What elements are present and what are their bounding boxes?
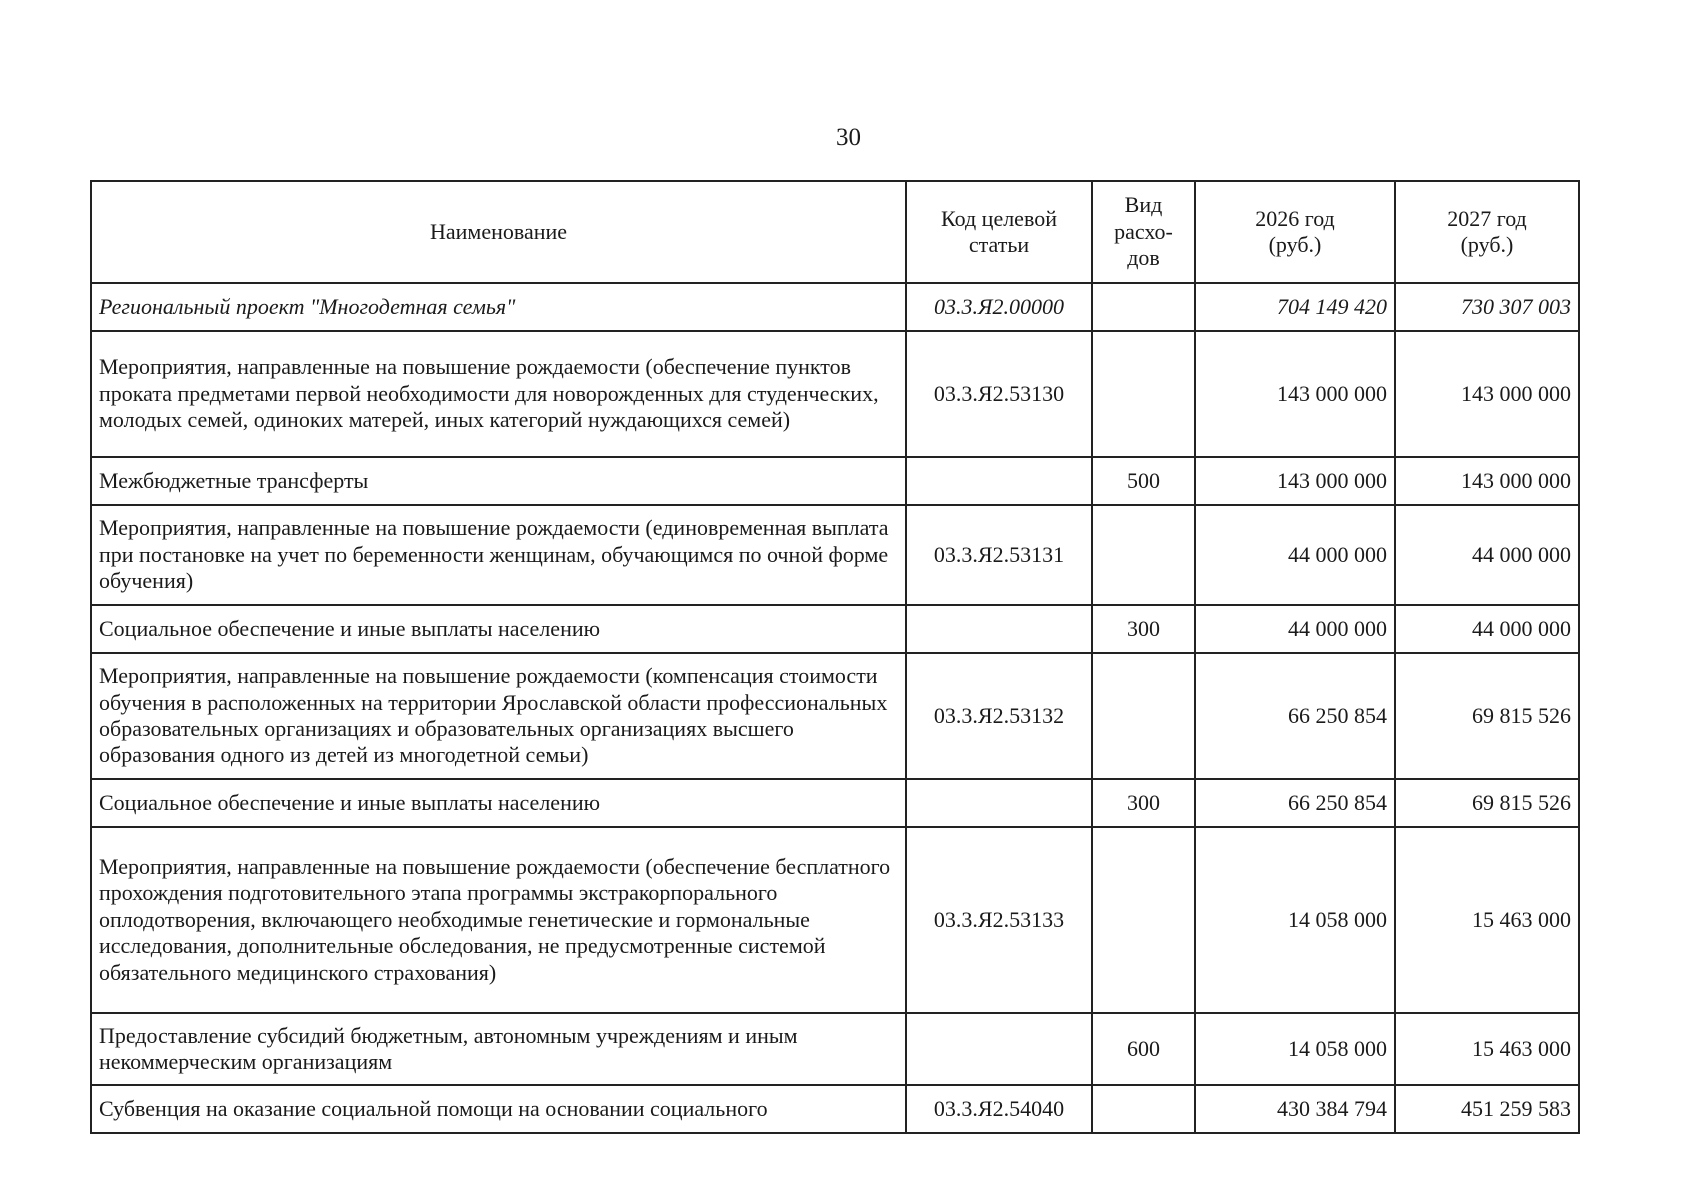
- header-code-line: статьи: [968, 232, 1030, 257]
- header-code-line: Код целевой: [941, 205, 1057, 231]
- cell-code: 03.3.Я2.53133: [906, 827, 1092, 1013]
- cell-name: Предоставление субсидий бюджетным, автономным учреждениям и иным некоммерческим организациям: [91, 1013, 906, 1085]
- cell-2026: 14 058 000: [1195, 1013, 1395, 1085]
- budget-table: [90, 180, 1580, 1134]
- cell-code: 03.3.Я2.00000: [906, 283, 1092, 331]
- cell-code: 03.3.Я2.53130: [906, 331, 1092, 457]
- cell-2026: 704 149 420: [1195, 283, 1395, 331]
- cell-2026: 14 058 000: [1195, 827, 1395, 1013]
- cell-kind: 600: [1092, 1013, 1195, 1085]
- page-number: [0, 124, 1697, 152]
- cell-kind: [1092, 1085, 1195, 1133]
- table-row: [91, 283, 1579, 331]
- table-row: [91, 457, 1579, 505]
- cell-2026: 44 000 000: [1195, 605, 1395, 653]
- cell-code: 03.3.Я2.53132: [906, 653, 1092, 779]
- cell-name: Мероприятия, направленные на повышение рождаемости (компенсация стоимости обучения в расположенных на территории Ярославской области профессиональных образовательных организациях и образовательных организациях высшего образования одного из детей из многодетной семьи): [91, 653, 906, 779]
- cell-code: 03.3.Я2.53131: [906, 505, 1092, 605]
- cell-2027: 143 000 000: [1395, 331, 1579, 457]
- cell-kind: 300: [1092, 779, 1195, 827]
- cell-name: Мероприятия, направленные на повышение рождаемости (обеспечение пунктов проката предметами первой необходимости для новорожденных для студенческих, молодых семей, одиноких матерей, иных категорий нуждающихся семей): [91, 331, 906, 457]
- header-kind-line: Вид: [1124, 192, 1163, 218]
- header-2027-line: (руб.): [1460, 232, 1514, 257]
- cell-name: Социальное обеспечение и иные выплаты населению: [91, 605, 906, 653]
- table-header-row: [91, 181, 1579, 283]
- header-kind-line: дов: [1127, 245, 1160, 271]
- cell-name: Мероприятия, направленные на повышение рождаемости (единовременная выплата при постановке на учет по беременности женщинам, обучающимся по очной форме обучения): [91, 505, 906, 605]
- cell-2026: 66 250 854: [1195, 779, 1395, 827]
- table-row: [91, 605, 1579, 653]
- header-2027: [1395, 181, 1579, 283]
- page-number-text: 30: [836, 124, 861, 151]
- cell-name: Региональный проект "Многодетная семья": [91, 283, 906, 331]
- table-row: [91, 779, 1579, 827]
- header-code: [906, 181, 1092, 283]
- cell-code: [906, 779, 1092, 827]
- cell-2027: 44 000 000: [1395, 505, 1579, 605]
- cell-2027: 69 815 526: [1395, 653, 1579, 779]
- cell-name: Межбюджетные трансферты: [91, 457, 906, 505]
- header-2027-line: 2027 год: [1447, 205, 1527, 231]
- cell-kind: 300: [1092, 605, 1195, 653]
- cell-2027: 15 463 000: [1395, 1013, 1579, 1085]
- cell-kind: [1092, 827, 1195, 1013]
- header-2026: [1195, 181, 1395, 283]
- cell-2026: 44 000 000: [1195, 505, 1395, 605]
- cell-code: [906, 605, 1092, 653]
- cell-name: Социальное обеспечение и иные выплаты населению: [91, 779, 906, 827]
- table-row: [91, 1085, 1579, 1133]
- cell-code: 03.3.Я2.54040: [906, 1085, 1092, 1133]
- cell-2027: 730 307 003: [1395, 283, 1579, 331]
- table-row: [91, 505, 1579, 605]
- table-row: [91, 827, 1579, 1013]
- cell-2026: 66 250 854: [1195, 653, 1395, 779]
- table-row: [91, 1013, 1579, 1085]
- cell-2026: 430 384 794: [1195, 1085, 1395, 1133]
- cell-2027: 143 000 000: [1395, 457, 1579, 505]
- cell-code: [906, 457, 1092, 505]
- cell-kind: [1092, 331, 1195, 457]
- header-kind-line: расхо-: [1114, 218, 1173, 244]
- cell-2027: 44 000 000: [1395, 605, 1579, 653]
- cell-2027: 451 259 583: [1395, 1085, 1579, 1133]
- cell-name: Мероприятия, направленные на повышение рождаемости (обеспечение бесплатного прохождения подготовительного этапа программы экстракорпорального оплодотворения, включающего необходимые генетические и гормональные исследования, дополнительные обследования, не предусмотренные системой обязательного медицинского страхования): [91, 827, 906, 1013]
- header-name: [91, 181, 906, 283]
- cell-2027: 69 815 526: [1395, 779, 1579, 827]
- cell-kind: [1092, 283, 1195, 331]
- cell-kind: [1092, 653, 1195, 779]
- header-name-text: Наименование: [429, 218, 568, 244]
- cell-2026: 143 000 000: [1195, 457, 1395, 505]
- cell-2027: 15 463 000: [1395, 827, 1579, 1013]
- table-row: [91, 331, 1579, 457]
- cell-2026: 143 000 000: [1195, 331, 1395, 457]
- cell-kind: [1092, 505, 1195, 605]
- header-2026-line: (руб.): [1268, 232, 1322, 257]
- cell-kind: 500: [1092, 457, 1195, 505]
- header-2026-line: 2026 год: [1255, 205, 1335, 231]
- cell-name: Субвенция на оказание социальной помощи на основании социального: [91, 1085, 906, 1133]
- table-row: [91, 653, 1579, 779]
- header-kind: [1092, 181, 1195, 283]
- cell-code: [906, 1013, 1092, 1085]
